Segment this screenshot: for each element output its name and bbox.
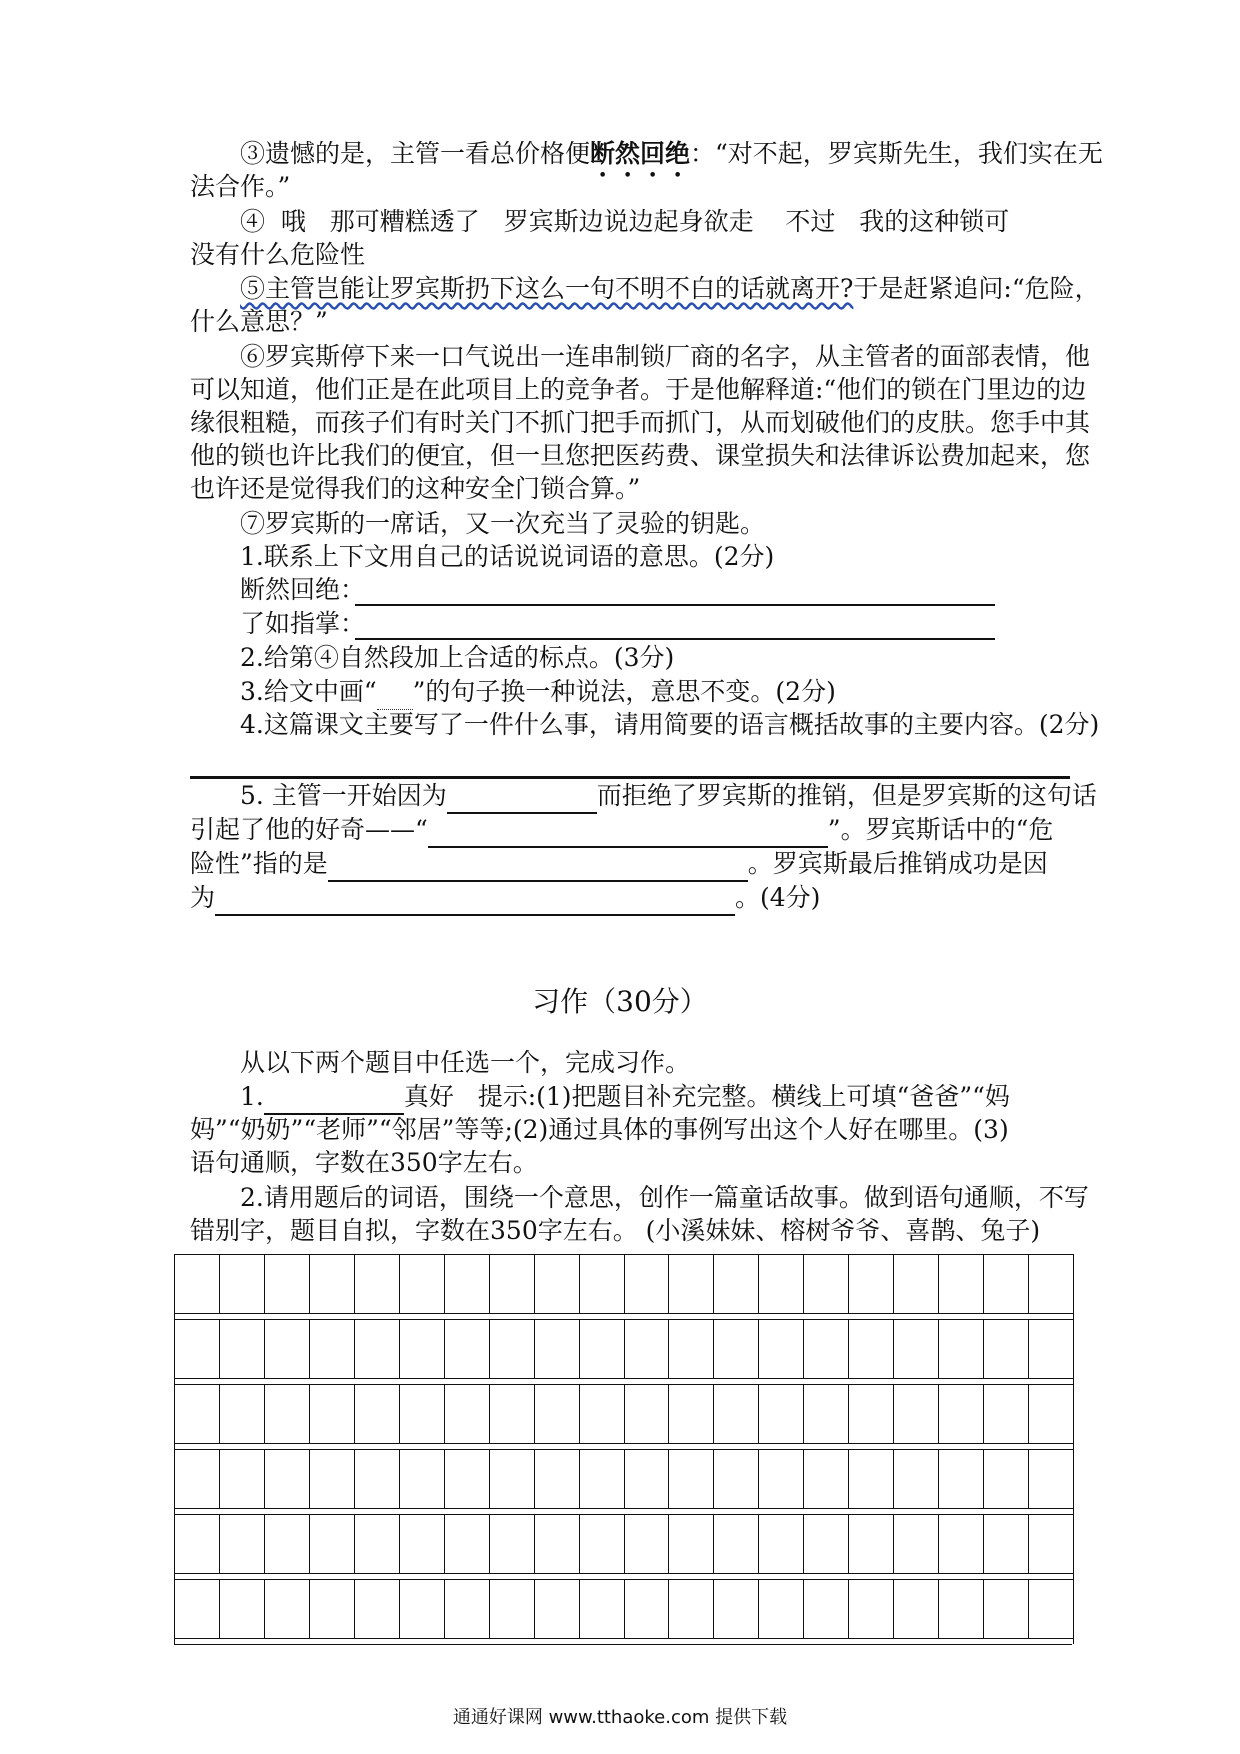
grid-cell[interactable]: [625, 1450, 670, 1508]
text: 3.给文中画“: [240, 677, 377, 706]
text: ”的句子换一种说法，意思不变。(2分): [412, 677, 836, 706]
grid-cell[interactable]: [445, 1450, 490, 1508]
grid-cell[interactable]: [759, 1450, 804, 1508]
grid-cell[interactable]: [445, 1255, 490, 1313]
grid-cell[interactable]: [265, 1580, 310, 1638]
grid-cell[interactable]: [849, 1450, 894, 1508]
question-5-line-4: [190, 880, 1070, 916]
grid-cell[interactable]: [175, 1320, 220, 1378]
grid-row: [174, 1384, 1074, 1444]
grid-cell[interactable]: [535, 1320, 580, 1378]
grid-cell[interactable]: [490, 1320, 535, 1378]
grid-cell[interactable]: [265, 1320, 310, 1378]
paragraph-7: ⑦罗宾斯的一席话，又一次充当了灵验的钥匙。: [240, 509, 766, 538]
grid-cell[interactable]: [265, 1255, 310, 1313]
topic-2-line-2: 错别字，题目自拟，字数在350字左右。 (小溪妹妹、榕树爷爷、喜鹊、兔子): [190, 1216, 1041, 1245]
grid-cell[interactable]: [580, 1515, 625, 1573]
grid-row-gap: [174, 1507, 1074, 1514]
paragraph-6-line-1: ⑥罗宾斯停下来一口气说出一连串制锁厂商的名字，从主管者的面部表情，他: [240, 342, 1091, 371]
grid-cell[interactable]: [939, 1515, 984, 1573]
topic-1-line-3: 语句通顺，字数在350字左右。: [190, 1148, 538, 1177]
grid-cell[interactable]: [625, 1320, 670, 1378]
grid-row-gap: [174, 1637, 1074, 1644]
grid-cell[interactable]: [849, 1515, 894, 1573]
grid-cell[interactable]: [220, 1450, 265, 1508]
grid-cell[interactable]: [804, 1450, 849, 1508]
grid-cell[interactable]: [400, 1580, 445, 1638]
text: ”。罗宾斯话中的“危: [827, 815, 1054, 844]
composition-intro: 从以下两个题目中任选一个，完成习作。: [240, 1048, 691, 1077]
topic-1-line-1: [190, 1079, 1070, 1115]
grid-cell[interactable]: [580, 1385, 625, 1443]
text: 引起了他的好奇——“: [190, 815, 428, 844]
topic-2-line-1: 2.请用题后的词语，围绕一个意思，创作一篇童话故事。做到语句通顺，不写: [240, 1183, 1089, 1212]
grid-cell[interactable]: [759, 1580, 804, 1638]
grid-cell[interactable]: [669, 1515, 714, 1573]
grid-cell[interactable]: [625, 1255, 670, 1313]
grid-cell[interactable]: [939, 1580, 984, 1638]
grid-cell[interactable]: [714, 1320, 759, 1378]
grid-row-gap: [174, 1442, 1074, 1449]
grid-cell[interactable]: [535, 1580, 580, 1638]
grid-cell[interactable]: [400, 1450, 445, 1508]
wavy-underlined-sentence: ⑤主管岂能让罗宾斯扔下这么一句不明不白的话就离开?: [240, 274, 854, 303]
grid-cell[interactable]: [1029, 1450, 1073, 1508]
grid-cell[interactable]: [175, 1450, 220, 1508]
answer-blank-5d[interactable]: [215, 888, 735, 916]
grid-cell[interactable]: [445, 1385, 490, 1443]
grid-cell[interactable]: [580, 1255, 625, 1313]
grid-cell[interactable]: [625, 1580, 670, 1638]
grid-cell[interactable]: [714, 1580, 759, 1638]
question-3: [190, 674, 1070, 710]
grid-cell[interactable]: [849, 1385, 894, 1443]
text: ：“对不起，罗宾斯先生，我们实在无: [690, 139, 1103, 168]
text: 5. 主管一开始因为: [240, 781, 447, 810]
grid-cell[interactable]: [625, 1515, 670, 1573]
grid-cell[interactable]: [849, 1580, 894, 1638]
grid-cell[interactable]: [310, 1450, 355, 1508]
paragraph-6-line-3: 缘很粗糙，而孩子们有时关门不抓门把手而抓门，从而划破他们的皮肤。您手中其: [190, 408, 1091, 437]
grid-cell[interactable]: [445, 1580, 490, 1638]
paragraph-6-line-5: 也许还是觉得我们的这种安全门锁合算。”: [190, 474, 641, 503]
grid-cell[interactable]: [310, 1580, 355, 1638]
answer-blank-5c[interactable]: [328, 854, 748, 882]
grid-cell[interactable]: [984, 1580, 1029, 1638]
grid-cell[interactable]: [400, 1320, 445, 1378]
grid-cell[interactable]: [714, 1255, 759, 1313]
grid-cell[interactable]: [310, 1385, 355, 1443]
grid-cell[interactable]: [310, 1255, 355, 1313]
grid-cell[interactable]: [894, 1580, 939, 1638]
composition-title: 习作（30分）: [532, 985, 708, 1018]
question-1: 1.联系上下文用自己的话说说词语的意思。(2分): [240, 542, 775, 571]
grid-cell[interactable]: [355, 1385, 400, 1443]
grid-cell[interactable]: [400, 1385, 445, 1443]
grid-row: [174, 1514, 1074, 1574]
grid-cell[interactable]: [669, 1580, 714, 1638]
grid-cell[interactable]: [175, 1580, 220, 1638]
grid-cell[interactable]: [849, 1320, 894, 1378]
grid-row-gap: [174, 1312, 1074, 1319]
grid-cell[interactable]: [714, 1515, 759, 1573]
text: 1.: [240, 1082, 264, 1111]
grid-cell[interactable]: [894, 1255, 939, 1313]
answer-blank-5a[interactable]: [447, 786, 597, 814]
grid-cell[interactable]: [984, 1320, 1029, 1378]
grid-row-gap: [174, 1377, 1074, 1384]
grid-cell[interactable]: [310, 1515, 355, 1573]
grid-row: [174, 1449, 1074, 1509]
text: 真好 提示:(1)把题目补充完整。横线上可填“爸爸”“妈: [403, 1082, 1010, 1111]
grid-cell[interactable]: [984, 1255, 1029, 1313]
grid-cell[interactable]: [490, 1580, 535, 1638]
text: 为: [190, 883, 216, 912]
grid-cell[interactable]: [1029, 1320, 1073, 1378]
grid-row: [174, 1319, 1074, 1379]
grid-cell[interactable]: [265, 1515, 310, 1573]
grid-cell[interactable]: [759, 1255, 804, 1313]
grid-cell[interactable]: [265, 1450, 310, 1508]
topic-1-line-2: 妈”“奶奶”“老师”“邻居”等等;(2)通过具体的事例写出这个人好在哪里。(3): [190, 1115, 1009, 1144]
question-5-line-3: [190, 846, 1070, 882]
grid-row: [174, 1579, 1074, 1639]
grid-cell[interactable]: [939, 1450, 984, 1508]
paragraph-5-line-2: 什么意思？”: [190, 307, 328, 336]
grid-cell[interactable]: [939, 1385, 984, 1443]
answer-blank-5b[interactable]: [428, 820, 828, 848]
paragraph-4-line-1: ④ 哦 那可糟糕透了 罗宾斯边说边起身欲走 不过 我的这种锁可: [240, 207, 1010, 236]
grid-cell[interactable]: [355, 1515, 400, 1573]
grid-cell[interactable]: [669, 1255, 714, 1313]
text: 。罗宾斯最后推销成功是因: [747, 849, 1048, 878]
question-4: 4.这篇课文主要写了一件什么事，请用简要的语言概括故事的主要内容。(2分): [240, 710, 1100, 739]
grid-cell[interactable]: [580, 1320, 625, 1378]
footer: 通通好课网 www.tthaoke.com 提供下载: [452, 1707, 788, 1728]
question-2: 2.给第④自然段加上合适的标点。(3分): [240, 643, 675, 672]
emphasized-term: 断然回绝: [590, 139, 691, 168]
grid-cell[interactable]: [894, 1385, 939, 1443]
grid-cell[interactable]: [759, 1320, 804, 1378]
grid-cell[interactable]: [1029, 1385, 1073, 1443]
grid-cell[interactable]: [1029, 1255, 1073, 1313]
grid-cell[interactable]: [580, 1580, 625, 1638]
question-1-term-a: 断然回绝：: [240, 575, 366, 604]
paragraph-5-line-1: [190, 271, 1100, 307]
grid-cell[interactable]: [490, 1450, 535, 1508]
grid-cell[interactable]: [220, 1515, 265, 1573]
grid-cell[interactable]: [490, 1515, 535, 1573]
grid-cell[interactable]: [220, 1385, 265, 1443]
grid-cell[interactable]: [220, 1320, 265, 1378]
topic-1-blank[interactable]: [264, 1087, 404, 1115]
grid-cell[interactable]: [175, 1515, 220, 1573]
grid-cell[interactable]: [535, 1385, 580, 1443]
grid-cell[interactable]: [804, 1385, 849, 1443]
grid-cell[interactable]: [714, 1450, 759, 1508]
grid-cell[interactable]: [714, 1385, 759, 1443]
grid-cell[interactable]: [355, 1320, 400, 1378]
writing-grid: [174, 1254, 1074, 1584]
grid-cell[interactable]: [669, 1385, 714, 1443]
text: 。(4分): [735, 883, 821, 912]
grid-cell[interactable]: [535, 1515, 580, 1573]
grid-cell[interactable]: [355, 1255, 400, 1313]
grid-cell[interactable]: [625, 1385, 670, 1443]
paragraph-4-line-2: 没有什么危险性: [190, 240, 366, 269]
grid-cell[interactable]: [535, 1450, 580, 1508]
grid-cell[interactable]: [669, 1320, 714, 1378]
grid-cell[interactable]: [355, 1580, 400, 1638]
grid-cell[interactable]: [939, 1255, 984, 1313]
grid-cell[interactable]: [804, 1515, 849, 1573]
grid-cell[interactable]: [1029, 1515, 1073, 1573]
grid-cell[interactable]: [804, 1255, 849, 1313]
question-5-line-1: [190, 778, 1097, 814]
text: 于是赶紧追问:“危险，: [853, 274, 1100, 303]
grid-cell[interactable]: [759, 1515, 804, 1573]
grid-cell[interactable]: [894, 1515, 939, 1573]
grid-cell[interactable]: [804, 1580, 849, 1638]
grid-cell[interactable]: [580, 1450, 625, 1508]
grid-cell[interactable]: [445, 1515, 490, 1573]
grid-cell[interactable]: [894, 1450, 939, 1508]
grid-cell[interactable]: [175, 1385, 220, 1443]
grid-cell[interactable]: [355, 1450, 400, 1508]
text: ③遗憾的是，主管一看总价格便: [240, 139, 591, 168]
grid-cell[interactable]: [445, 1320, 490, 1378]
paragraph-3-line-2: 法合作。”: [190, 172, 291, 201]
question-1-term-b: 了如指掌：: [240, 609, 366, 638]
paragraph-6-line-2: 可以知道，他们正是在此项目上的竞争者。于是他解释道:“他们的锁在门里边的边: [190, 375, 1087, 404]
grid-cell[interactable]: [400, 1255, 445, 1313]
grid-cell[interactable]: [490, 1385, 535, 1443]
grid-cell[interactable]: [759, 1385, 804, 1443]
grid-row-gap: [174, 1572, 1074, 1579]
grid-row: [174, 1254, 1074, 1314]
grid-cell[interactable]: [939, 1320, 984, 1378]
text: 而拒绝了罗宾斯的推销，但是罗宾斯的这句话: [596, 781, 1097, 810]
grid-cell[interactable]: [220, 1255, 265, 1313]
grid-cell[interactable]: [894, 1320, 939, 1378]
grid-cell[interactable]: [669, 1450, 714, 1508]
question-5-line-2: [190, 812, 1070, 848]
text: 险性”指的是: [190, 849, 328, 878]
grid-cell[interactable]: [849, 1255, 894, 1313]
paragraph-6-line-4: 他的锁也许比我们的便宜，但一旦您把医药费、课堂损失和法律诉讼费加起来，您: [190, 441, 1091, 470]
grid-cell[interactable]: [490, 1255, 535, 1313]
grid-cell[interactable]: [984, 1515, 1029, 1573]
grid-cell[interactable]: [310, 1320, 355, 1378]
grid-cell[interactable]: [400, 1515, 445, 1573]
grid-cell[interactable]: [535, 1255, 580, 1313]
grid-cell[interactable]: [984, 1450, 1029, 1508]
grid-cell[interactable]: [175, 1255, 220, 1313]
grid-cell[interactable]: [220, 1580, 265, 1638]
grid-cell[interactable]: [1029, 1580, 1073, 1638]
grid-cell[interactable]: [265, 1385, 310, 1443]
grid-cell[interactable]: [984, 1385, 1029, 1443]
grid-bottom-border: [174, 1644, 1072, 1645]
grid-cell[interactable]: [804, 1320, 849, 1378]
